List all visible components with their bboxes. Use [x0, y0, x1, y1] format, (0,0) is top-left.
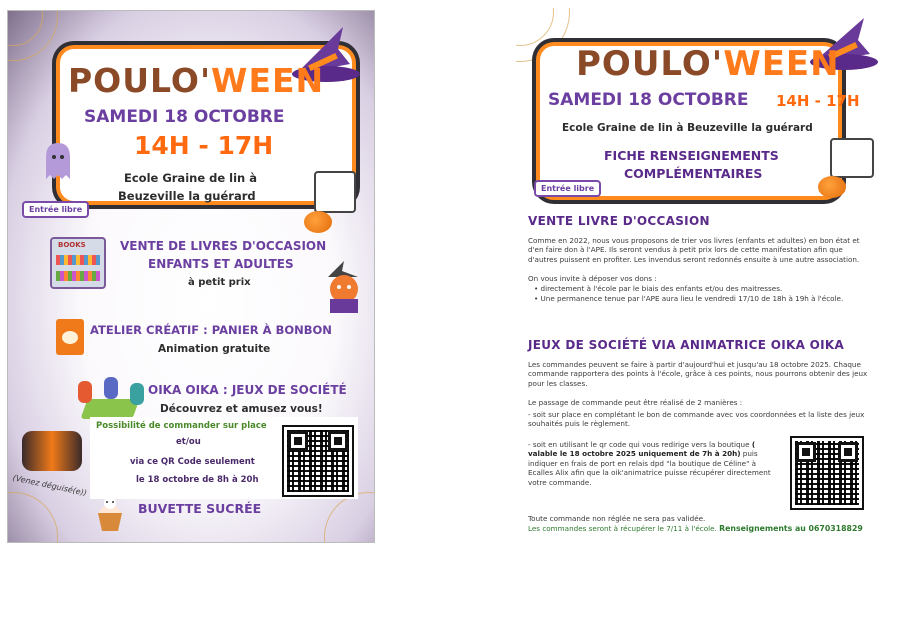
section-games-paragraph-2: Le passage de commande peut être réalisé de 2 manières :: [528, 398, 743, 407]
sheet-title: [576, 44, 840, 84]
witch-character-icon: [320, 259, 366, 315]
poster-title: [68, 61, 324, 100]
subtitle-line-2: COMPLÉMENTAIRES: [624, 166, 763, 181]
school-logo: [830, 138, 874, 178]
section-games-paragraph-3: - soit sur place en complétant le bon de commande avec vos coordonnées et la liste des jeux souhaités puis le règlement.: [528, 410, 865, 429]
activity-books-sub: à petit prix: [188, 277, 251, 288]
school-line-1: Ecole Graine de lin à: [124, 171, 257, 185]
contact-phone: Renseignements au 0670318829: [719, 524, 863, 533]
event-time: 14H - 17H: [776, 92, 860, 110]
activity-buvette: BUVETTE SUCRÉE: [138, 501, 262, 516]
order-line-1: Possibilité de commander sur place: [96, 421, 267, 431]
order-qr-code[interactable]: [792, 438, 862, 508]
event-time: 14H - 17H: [134, 131, 274, 160]
order-line-4: le 18 octobre de 8h à 20h: [136, 475, 259, 485]
spider-web-icon: [324, 492, 375, 543]
activity-oika: OIKA OIKA : JEUX DE SOCIÉTÉ: [148, 383, 347, 397]
section-books-bullet-1: • directement à l'école par le biais des enfants et/ou des maitresses.: [534, 284, 783, 293]
cupcake-icon: [92, 489, 128, 533]
section-games-paragraph-4: [528, 440, 774, 487]
order-info-box: [90, 417, 358, 499]
qr-instructions: - soit en utilisant le qr code qui vous redirige vers la boutique: [528, 440, 750, 449]
school-name: Ecole Graine de lin à Beuzeville la guérard: [562, 122, 813, 134]
costume-note: (Venez déguisé(e)): [11, 473, 88, 498]
title-part-ween: WEEN: [211, 61, 325, 100]
ghost-icon: [42, 141, 74, 181]
event-date: SAMEDI 18 OCTOBRE: [548, 90, 749, 110]
qr-relay-instructions: puis indiquer en frais de port en relais dpd "la boutique de Céline" à Ecalles Alix afin que la oik'animatrice puisse récupérer directement votre commande.: [528, 449, 771, 487]
activity-oika-sub: Découvrez et amusez vous!: [160, 403, 323, 415]
spider-web-icon: [7, 492, 58, 543]
activity-books-line-2: ENFANTS ET ADULTES: [148, 257, 294, 271]
order-line-3: via ce QR Code seulement: [130, 457, 255, 467]
costumed-kids-icon: [22, 431, 82, 471]
entry-badge: Entrée libre: [22, 201, 89, 218]
order-line-2: et/ou: [176, 437, 201, 447]
books-sign: BOOKS: [58, 241, 86, 249]
activity-atelier: ATELIER CRÉATIF : PANIER À BONBON: [90, 323, 332, 337]
section-games-title: JEUX DE SOCIÉTÉ VIA ANIMATRICE OIKA OIKA: [528, 338, 845, 352]
title-part-ween: WEEN: [723, 44, 840, 84]
order-qr-code[interactable]: [284, 427, 352, 495]
activity-books-line-1: VENTE DE LIVRES D'OCCASION: [120, 239, 327, 253]
bullet-text: directement à l'école par le biais des enfants et/ou des maitresses.: [540, 284, 783, 293]
footer-pickup: [528, 524, 892, 533]
title-part-poulo: POULO': [68, 61, 212, 100]
section-books-bullet-2: • Une permanence tenue par l'APE aura lieu le vendredi 17/10 de 18h à 19h à l'école.: [534, 294, 844, 303]
title-part-poulo: POULO': [576, 44, 724, 84]
entry-badge: Entrée libre: [534, 180, 601, 197]
bullet-text: Une permanence tenue par l'APE aura lieu le vendredi 17/10 de 18h à 19h à l'école.: [540, 294, 844, 303]
event-date: SAMEDI 18 OCTOBRE: [84, 107, 285, 127]
pickup-text: Les commandes seront à récupérer le 7/11 à l'école.: [528, 524, 717, 533]
pumpkin-icon: [304, 211, 332, 233]
book-stand-icon: [50, 237, 106, 289]
qr-validity: ( valable le 18 octobre 2025 uniquement de 7h à 20h): [528, 440, 756, 459]
section-books-invite: On vous invite à déposer vos dons :: [528, 274, 657, 283]
school-line-2: Beuzeville la guérard: [118, 189, 256, 203]
pumpkin-icon: [818, 176, 846, 198]
subtitle-line-1: FICHE RENSEIGNEMENTS: [604, 148, 779, 163]
footer-not-validated: Toute commande non réglée ne sera pas validée.: [528, 514, 706, 523]
activity-atelier-sub: Animation gratuite: [158, 343, 271, 355]
section-games-paragraph-1: Les commandes peuvent se faire à partir d'aujourd'hui et jusqu'au 18 octobre 2025. Chaque commande rapportera des points à l'école, grâce à ces points, nous pourrons obtenir des jeux pour les classes.: [528, 360, 868, 388]
section-books-paragraph: Comme en 2022, nous vous proposons de trier vos livres (enfants et adultes) en bon état et d'en faire don à l'APE. Ils seront vendus à petit prix lors de cette manifestation afin que d'autres puissent en profiter. Les invendus seront redonnés ensuite à une autre association.: [528, 236, 860, 264]
section-books-title: VENTE LIVRE D'OCCASION: [528, 214, 710, 228]
school-logo: [314, 171, 356, 213]
poster-flyer: [7, 10, 375, 543]
info-sheet: [516, 8, 892, 543]
candy-bag-icon: [56, 319, 84, 355]
